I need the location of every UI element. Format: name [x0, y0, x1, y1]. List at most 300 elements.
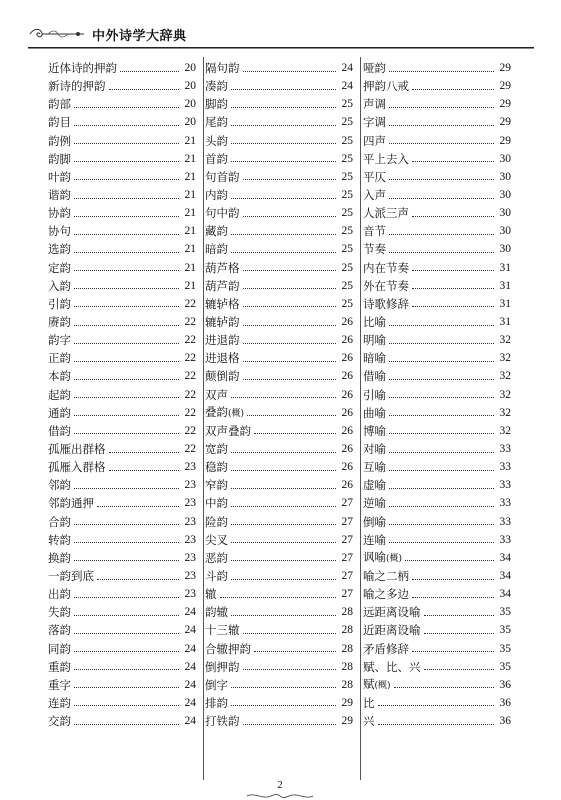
dot-leader: [243, 669, 337, 670]
index-entry: [363, 567, 511, 585]
entry-term-text: 葫芦格: [205, 260, 240, 275]
entry-term-text: 通韵: [48, 405, 71, 420]
entry-term: [48, 367, 71, 385]
entry-page-number: 36: [499, 715, 511, 728]
dot-leader: [231, 506, 336, 507]
index-entry: [48, 277, 196, 295]
entry-term: [205, 59, 240, 77]
index-entry: [363, 640, 511, 658]
index-entry: [48, 640, 196, 658]
entry-page-number: 29: [499, 62, 511, 75]
entry-page-number: 29: [499, 98, 511, 111]
entry-term-text: 转韵: [48, 532, 71, 547]
dot-leader: [74, 705, 179, 706]
entry-term: [205, 113, 228, 131]
entry-term: [205, 259, 240, 277]
entry-term: [205, 494, 228, 512]
entry-term-text: 选韵: [48, 242, 71, 257]
dot-leader: [405, 560, 494, 561]
index-entry: [205, 150, 353, 168]
index-entry: [363, 712, 511, 730]
entry-term: [363, 150, 409, 168]
entry-term: [205, 204, 240, 222]
dot-leader: [412, 161, 494, 162]
entry-term: [48, 204, 71, 222]
entry-page-number: 36: [499, 696, 511, 709]
dot-leader: [74, 252, 179, 253]
entry-term-text: 双声叠韵: [205, 423, 251, 438]
entry-page-number: 27: [341, 588, 353, 601]
entry-term-text: 尖叉: [205, 532, 228, 547]
entry-term: [363, 277, 409, 295]
entry-page-number: 21: [184, 170, 196, 183]
dot-leader: [389, 397, 494, 398]
entry-page-number: 26: [341, 424, 353, 437]
entry-page-number: 25: [341, 116, 353, 129]
entry-term-text: 远距离设喻: [363, 605, 421, 620]
entry-page-number: 23: [184, 479, 196, 492]
entry-term: [48, 476, 71, 494]
entry-page-number: 33: [499, 497, 511, 510]
entry-term-text: 进退韵: [205, 333, 240, 348]
index-entry: [363, 240, 511, 258]
dot-leader: [389, 143, 494, 144]
dot-leader: [243, 633, 337, 634]
entry-term-text: 中韵: [205, 496, 228, 511]
entry-term-text: 稳韵: [205, 460, 228, 475]
index-entry: [205, 132, 353, 150]
entry-term: [363, 458, 386, 476]
entry-term: [205, 513, 228, 531]
dot-leader: [74, 179, 179, 180]
dot-leader: [231, 234, 336, 235]
dot-leader: [74, 597, 179, 598]
index-entry: [205, 458, 353, 476]
entry-term-text: 叠韵: [205, 404, 228, 419]
index-entry: [48, 150, 196, 168]
entry-term-text: 虚喻: [363, 478, 386, 493]
dot-leader: [74, 560, 179, 561]
dot-leader: [378, 724, 495, 725]
entry-term: [363, 259, 409, 277]
entry-page-number: 32: [499, 370, 511, 383]
entry-page-number: 23: [184, 551, 196, 564]
dot-leader: [389, 125, 494, 126]
dot-leader: [243, 379, 337, 380]
entry-term-text: 字调: [363, 115, 386, 130]
entry-term-text: 协句: [48, 224, 71, 239]
entry-term: [48, 676, 71, 694]
entry-term: [363, 367, 386, 385]
entry-term-text: 内在节奏: [363, 260, 409, 275]
entry-term-text: 颠倒韵: [205, 369, 240, 384]
entry-term: [48, 150, 71, 168]
entry-page-number: 34: [499, 551, 511, 564]
entry-page-number: 29: [341, 696, 353, 709]
entry-term-text: 外在节奏: [363, 278, 409, 293]
scroll-ornament-icon: [28, 27, 86, 41]
entry-term-text: 借韵: [48, 423, 71, 438]
entry-term: [205, 712, 240, 730]
dot-leader: [231, 470, 336, 471]
dot-leader: [231, 89, 336, 90]
entry-page-number: 24: [184, 660, 196, 673]
entry-term: [48, 349, 71, 367]
dot-leader: [389, 542, 494, 543]
index-entry: [48, 621, 196, 639]
entry-term: [363, 386, 386, 404]
entry-page-number: 25: [341, 225, 353, 238]
entry-term-text: 落韵: [48, 623, 71, 638]
entry-term-text: 兴: [363, 714, 375, 729]
index-entry: [205, 95, 353, 113]
entry-term-text: 辘轳韵: [205, 315, 240, 330]
entry-page-number: 24: [184, 624, 196, 637]
dot-leader: [74, 125, 179, 126]
entry-page-number: 32: [499, 388, 511, 401]
entry-term: [205, 240, 228, 258]
dot-leader: [231, 143, 336, 144]
entry-page-number: 20: [184, 80, 196, 93]
index-entry: [48, 186, 196, 204]
entry-term: [48, 458, 106, 476]
dot-leader: [412, 579, 494, 580]
entry-term-text: 换韵: [48, 550, 71, 565]
entry-page-number: 31: [499, 316, 511, 329]
entry-term-text: 葫芦韵: [205, 278, 240, 293]
dot-leader: [389, 433, 494, 434]
entry-term: [205, 422, 251, 440]
entry-note: (概): [228, 408, 245, 419]
index-entry: [363, 513, 511, 531]
index-entry: [363, 386, 511, 404]
entry-page-number: 27: [341, 551, 353, 564]
index-entry: [205, 712, 353, 730]
index-entry: [48, 712, 196, 730]
entry-page-number: 30: [499, 225, 511, 238]
dot-leader: [243, 216, 337, 217]
index-entry: [205, 222, 353, 240]
index-entry: [363, 313, 511, 331]
entry-term: [205, 640, 251, 658]
entry-term: [48, 222, 71, 240]
index-entry: [48, 295, 196, 313]
entry-page-number: 25: [341, 207, 353, 220]
entry-term-text: 险韵: [205, 514, 228, 529]
entry-term-text: 连韵: [48, 695, 71, 710]
entry-page-number: 30: [499, 207, 511, 220]
entry-term-text: 比: [363, 695, 375, 710]
entry-page-number: 22: [184, 424, 196, 437]
entry-term-text: 邻韵通押: [48, 496, 94, 511]
index-entry: [48, 95, 196, 113]
entry-term: [363, 331, 386, 349]
index-entry: [205, 331, 353, 349]
dot-leader: [412, 651, 494, 652]
dot-leader: [231, 397, 336, 398]
entry-page-number: 30: [499, 170, 511, 183]
entry-term-text: 倒喻: [363, 514, 386, 529]
index-entry: [48, 313, 196, 331]
dot-leader: [74, 615, 179, 616]
footer-ornament-icon: [245, 792, 315, 800]
entry-term-text: 倒字: [205, 677, 228, 692]
entry-page-number: 23: [184, 533, 196, 546]
index-entry: [48, 386, 196, 404]
dot-leader: [424, 633, 495, 634]
entry-term-text: 失韵: [48, 605, 71, 620]
entry-term: [48, 331, 71, 349]
entry-term: [363, 603, 421, 621]
index-entry: [363, 694, 511, 712]
index-entry: [363, 585, 511, 603]
entry-term: [363, 476, 386, 494]
entry-page-number: 22: [184, 334, 196, 347]
entry-term-text: 明喻: [363, 333, 386, 348]
entry-term: [205, 621, 240, 639]
index-entry: [48, 476, 196, 494]
entry-term: [205, 168, 240, 186]
entry-term-text: 窄韵: [205, 478, 228, 493]
index-entry: [205, 186, 353, 204]
entry-term-text: 孤雁入群格: [48, 460, 106, 475]
entry-page-number: 22: [184, 370, 196, 383]
entry-page-number: 25: [341, 261, 353, 274]
dot-leader: [389, 234, 494, 235]
entry-term: [205, 150, 228, 168]
entry-term-text: 韵部: [48, 97, 71, 112]
entry-page-number: 31: [499, 279, 511, 292]
entry-page-number: 24: [341, 62, 353, 75]
dot-leader: [74, 651, 179, 652]
entry-page-number: 24: [184, 606, 196, 619]
dot-leader: [389, 343, 494, 344]
entry-term-text: 叶韵: [48, 169, 71, 184]
index-entry: [363, 422, 511, 440]
entry-term: [363, 404, 386, 422]
entry-page-number: 24: [341, 80, 353, 93]
dot-leader: [231, 705, 336, 706]
entry-term-text: 人派三声: [363, 206, 409, 221]
dot-leader: [74, 361, 179, 362]
index-column-2: [205, 59, 353, 730]
entry-term-text: 平上去入: [363, 151, 409, 166]
index-entry: [48, 240, 196, 258]
dot-leader: [389, 470, 494, 471]
entry-note: (概): [386, 553, 403, 564]
entry-term: [205, 694, 228, 712]
entry-term: [205, 77, 228, 95]
dot-leader: [74, 379, 179, 380]
entry-page-number: 32: [499, 406, 511, 419]
entry-term: [48, 621, 71, 639]
index-entry: [363, 458, 511, 476]
index-entry: [363, 204, 511, 222]
entry-term-text: 合辙押韵: [205, 641, 251, 656]
entry-term: [363, 675, 391, 695]
entry-term-text: 对喻: [363, 442, 386, 457]
entry-term-text: 逆喻: [363, 496, 386, 511]
entry-term-text: 辘轳格: [205, 296, 240, 311]
dot-leader: [231, 252, 336, 253]
entry-page-number: 32: [499, 334, 511, 347]
entry-page-number: 29: [499, 80, 511, 93]
dot-leader: [97, 506, 179, 507]
entry-page-number: 33: [499, 443, 511, 456]
entry-page-number: 21: [184, 243, 196, 256]
entry-term-text: 声调: [363, 97, 386, 112]
entry-page-number: 25: [341, 279, 353, 292]
dot-leader: [389, 361, 494, 362]
entry-term: [363, 513, 386, 531]
dot-leader: [74, 198, 179, 199]
entry-page-number: 24: [184, 696, 196, 709]
entry-term-text: 矛盾修辞: [363, 641, 409, 656]
index-entry: [48, 694, 196, 712]
entry-page-number: 22: [184, 443, 196, 456]
dot-leader: [74, 143, 179, 144]
entry-page-number: 33: [499, 479, 511, 492]
index-entry: [205, 404, 353, 422]
entry-term-text: 进退格: [205, 351, 240, 366]
entry-page-number: 23: [184, 461, 196, 474]
entry-page-number: 27: [341, 533, 353, 546]
entry-page-number: 32: [499, 424, 511, 437]
index-entry: [363, 404, 511, 422]
entry-page-number: 35: [499, 660, 511, 673]
index-entry: [205, 440, 353, 458]
entry-term-text: 入声: [363, 188, 386, 203]
entry-term: [48, 513, 71, 531]
dot-leader: [389, 379, 494, 380]
dot-leader: [247, 415, 336, 416]
index-entry: [205, 694, 353, 712]
entry-term-text: 比喻: [363, 315, 386, 330]
entry-term-text: 四声: [363, 133, 386, 148]
entry-page-number: 29: [341, 715, 353, 728]
entry-page-number: 21: [184, 261, 196, 274]
entry-page-number: 31: [499, 297, 511, 310]
entry-term-text: 定韵: [48, 260, 71, 275]
entry-page-number: 34: [499, 570, 511, 582]
entry-term: [205, 531, 228, 549]
entry-term: [363, 349, 386, 367]
entry-page-number: 22: [184, 297, 196, 310]
entry-term-text: 诗歌修辞: [363, 296, 409, 311]
index-entry: [48, 513, 196, 531]
entry-term-text: 正韵: [48, 351, 71, 366]
entry-page-number: 27: [341, 570, 353, 582]
entry-term-text: 讽喻: [363, 549, 386, 564]
entry-page-number: 33: [499, 533, 511, 546]
dot-leader: [74, 397, 179, 398]
entry-page-number: 33: [499, 461, 511, 474]
dot-leader: [74, 107, 179, 108]
entry-page-number: 35: [499, 606, 511, 619]
entry-term: [205, 567, 228, 585]
entry-term-text: 押韵八戒: [363, 79, 409, 94]
index-entry: [48, 603, 196, 621]
entry-term: [205, 295, 240, 313]
entry-page-number: 26: [341, 334, 353, 347]
index-entry: [205, 476, 353, 494]
index-entry: [363, 186, 511, 204]
dot-leader: [74, 288, 179, 289]
entry-page-number: 26: [341, 443, 353, 456]
entry-page-number: 21: [184, 279, 196, 292]
entry-page-number: 27: [341, 497, 353, 510]
entry-term-text: 博喻: [363, 423, 386, 438]
entry-term-text: 辙: [205, 587, 217, 602]
entry-term-text: 重韵: [48, 659, 71, 674]
index-entry: [205, 585, 353, 603]
entry-page-number: 26: [341, 388, 353, 401]
dot-leader: [109, 89, 180, 90]
index-entry: [363, 77, 511, 95]
entry-page-number: 21: [184, 152, 196, 165]
dot-leader: [74, 270, 179, 271]
dot-leader: [74, 415, 179, 416]
entry-term-text: 借喻: [363, 369, 386, 384]
entry-term-text: 赓韵: [48, 315, 71, 330]
entry-term: [48, 567, 94, 585]
dot-leader: [254, 651, 336, 652]
entry-page-number: 21: [184, 225, 196, 238]
dot-leader: [109, 452, 180, 453]
entry-term: [205, 403, 244, 423]
index-entry: [205, 640, 353, 658]
entry-term-text: 入韵: [48, 278, 71, 293]
dot-leader: [231, 524, 336, 525]
entry-term-text: 音节: [363, 224, 386, 239]
entry-term: [363, 712, 375, 730]
entry-page-number: 35: [499, 624, 511, 637]
entry-term: [48, 640, 71, 658]
dot-leader: [389, 524, 494, 525]
entry-term: [205, 549, 228, 567]
dot-leader: [231, 452, 336, 453]
index-entry: [205, 603, 353, 621]
index-entry: [48, 59, 196, 77]
index-entry: [205, 240, 353, 258]
index-entry: [363, 476, 511, 494]
dot-leader: [412, 306, 494, 307]
index-entry: [363, 222, 511, 240]
index-entry: [363, 277, 511, 295]
entry-term-text: 互喻: [363, 460, 386, 475]
index-column-1: [48, 59, 196, 730]
dot-leader: [220, 597, 337, 598]
entry-page-number: 23: [184, 570, 196, 582]
dot-leader: [74, 524, 179, 525]
dot-leader: [109, 470, 180, 471]
entry-term-text: 协韵: [48, 206, 71, 221]
entry-term: [363, 621, 421, 639]
entry-term: [363, 313, 386, 331]
entry-term-text: 双声: [205, 387, 228, 402]
entry-term: [48, 186, 71, 204]
entry-term-text: 尾韵: [205, 115, 228, 130]
index-entry: [205, 567, 353, 585]
index-entry: [48, 422, 196, 440]
index-entry: [48, 331, 196, 349]
entry-term: [363, 59, 386, 77]
entry-term: [205, 676, 228, 694]
entry-page-number: 28: [341, 642, 353, 655]
dot-leader: [243, 71, 337, 72]
entry-term-text: 恶韵: [205, 550, 228, 565]
entry-term: [363, 186, 386, 204]
